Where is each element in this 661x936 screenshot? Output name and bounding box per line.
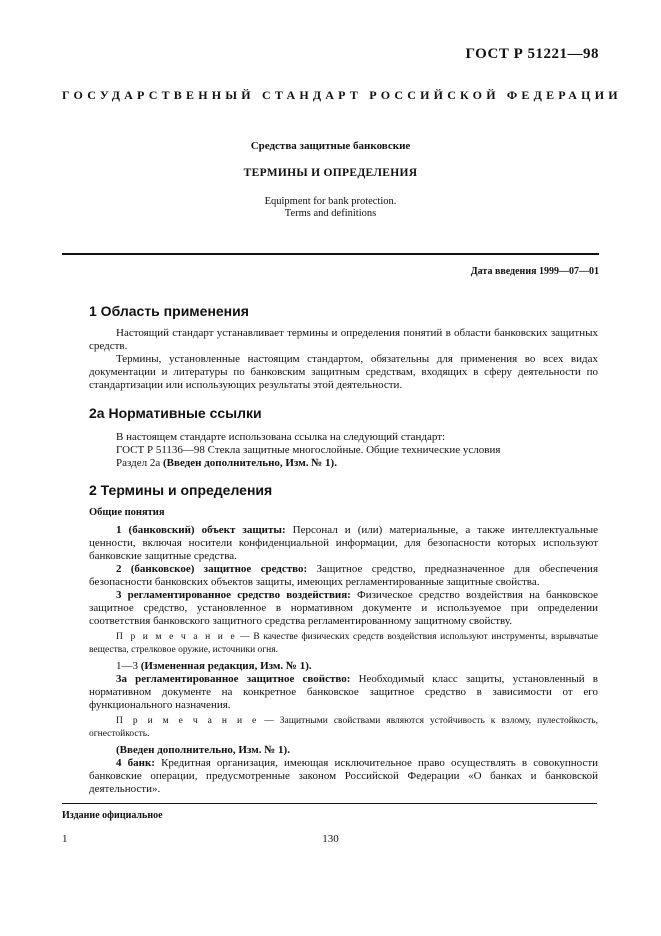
- introduction-date: Дата введения 1999—07—01: [470, 266, 599, 277]
- paragraph: Термины, установленные настоящим стандартом, обязательны для применения во всех видах документации и литературы по банковским защитным средствам, входящих в сферу деятельности по стандартизации или использующих результаты этой деятельности.: [89, 353, 598, 391]
- section-1-body: [89, 327, 598, 392]
- section-1-heading: 1 Область применения: [89, 303, 249, 319]
- header-divider: [62, 253, 599, 255]
- paragraph: Настоящий стандарт устанавливает термины и определения понятий в области банковских защитных средств.: [89, 327, 598, 352]
- amendment-line: Раздел 2а (Введен дополнительно, Изм. № 1).: [116, 457, 337, 469]
- reference-line: ГОСТ Р 51136—98 Стекла защитные многослойные. Общие технические условия: [116, 444, 501, 456]
- general-concepts-subheading: Общие понятия: [89, 507, 165, 518]
- page-number-left: 1: [62, 833, 68, 845]
- english-title-line1: Equipment for bank protection.: [264, 196, 397, 207]
- term-2: 2 (банковское) защитное средство: Защитное средство, предназначенное для обеспечения безопасности банковских объектов защиты, имеющих регламентированные защитные свойства.: [89, 563, 599, 588]
- state-standard-banner: ГОСУДАРСТВЕННЫЙ СТАНДАРТ РОССИЙСКОЙ ФЕДЕРАЦИИ: [62, 88, 622, 102]
- footer-divider: [62, 803, 597, 804]
- term-3a: 3а регламентированное защитное свойство: Необходимый класс защиты, установленный в нормативном документе на конкретное банковское защитное средство в зависимости от его функционального назначения.: [89, 673, 598, 711]
- official-edition-label: Издание официальное: [62, 810, 163, 821]
- standard-number: ГОСТ Р 51221—98: [465, 46, 599, 62]
- page-number-center: 130: [322, 833, 339, 845]
- amendment-1-3: 1—3 (Измененная редакция, Изм. № 1).: [116, 660, 312, 672]
- section-2a-body: [89, 431, 598, 470]
- section-2-heading: 2 Термины и определения: [89, 482, 273, 498]
- note-1: П р и м е ч а н и е — В качестве физических средств воздействия используют инструменты, взрывчатые вещества, стрелковое оружие, источники огня.: [89, 632, 598, 655]
- document-title: ТЕРМИНЫ И ОПРЕДЕЛЕНИЯ: [243, 167, 418, 179]
- term-4: 4 банк: Кредитная организация, имеющая исключительное право осуществлять в совокупности банковские операции, предусмотренные законом Российской Федерации «О банках и банковской деятельности».: [89, 757, 599, 795]
- document-subtitle: Средства защитные банковские: [250, 140, 411, 152]
- term-1: 1 (банковский) объект защиты: Персонал и (или) материальные, а также интеллектуальные ценности, включая носители конфиденциальной информации, для безопасности которых используют банковские защитные средства.: [89, 524, 598, 562]
- section-2-body: [89, 524, 598, 796]
- amendment-3a: (Введен дополнительно, Изм. № 1).: [116, 744, 290, 756]
- paragraph: В настоящем стандарте использована ссылка на следующий стандарт:: [116, 431, 446, 443]
- english-title-line2: Terms and definitions: [284, 208, 377, 219]
- section-2a-heading: 2а Нормативные ссылки: [89, 405, 262, 421]
- english-title: [62, 196, 599, 220]
- note-2: П р и м е ч а н и е — Защитными свойствами являются устойчивость к взлому, пулестойкость, огнестойкость.: [89, 716, 598, 739]
- term-3: 3 регламентированное средство воздействия: Физическое средство воздействия на банковское защитное средство, установленное в нормативном документе и используемое при определении соответствия банковского защитного средства регламентированному защитному свойству.: [89, 589, 598, 627]
